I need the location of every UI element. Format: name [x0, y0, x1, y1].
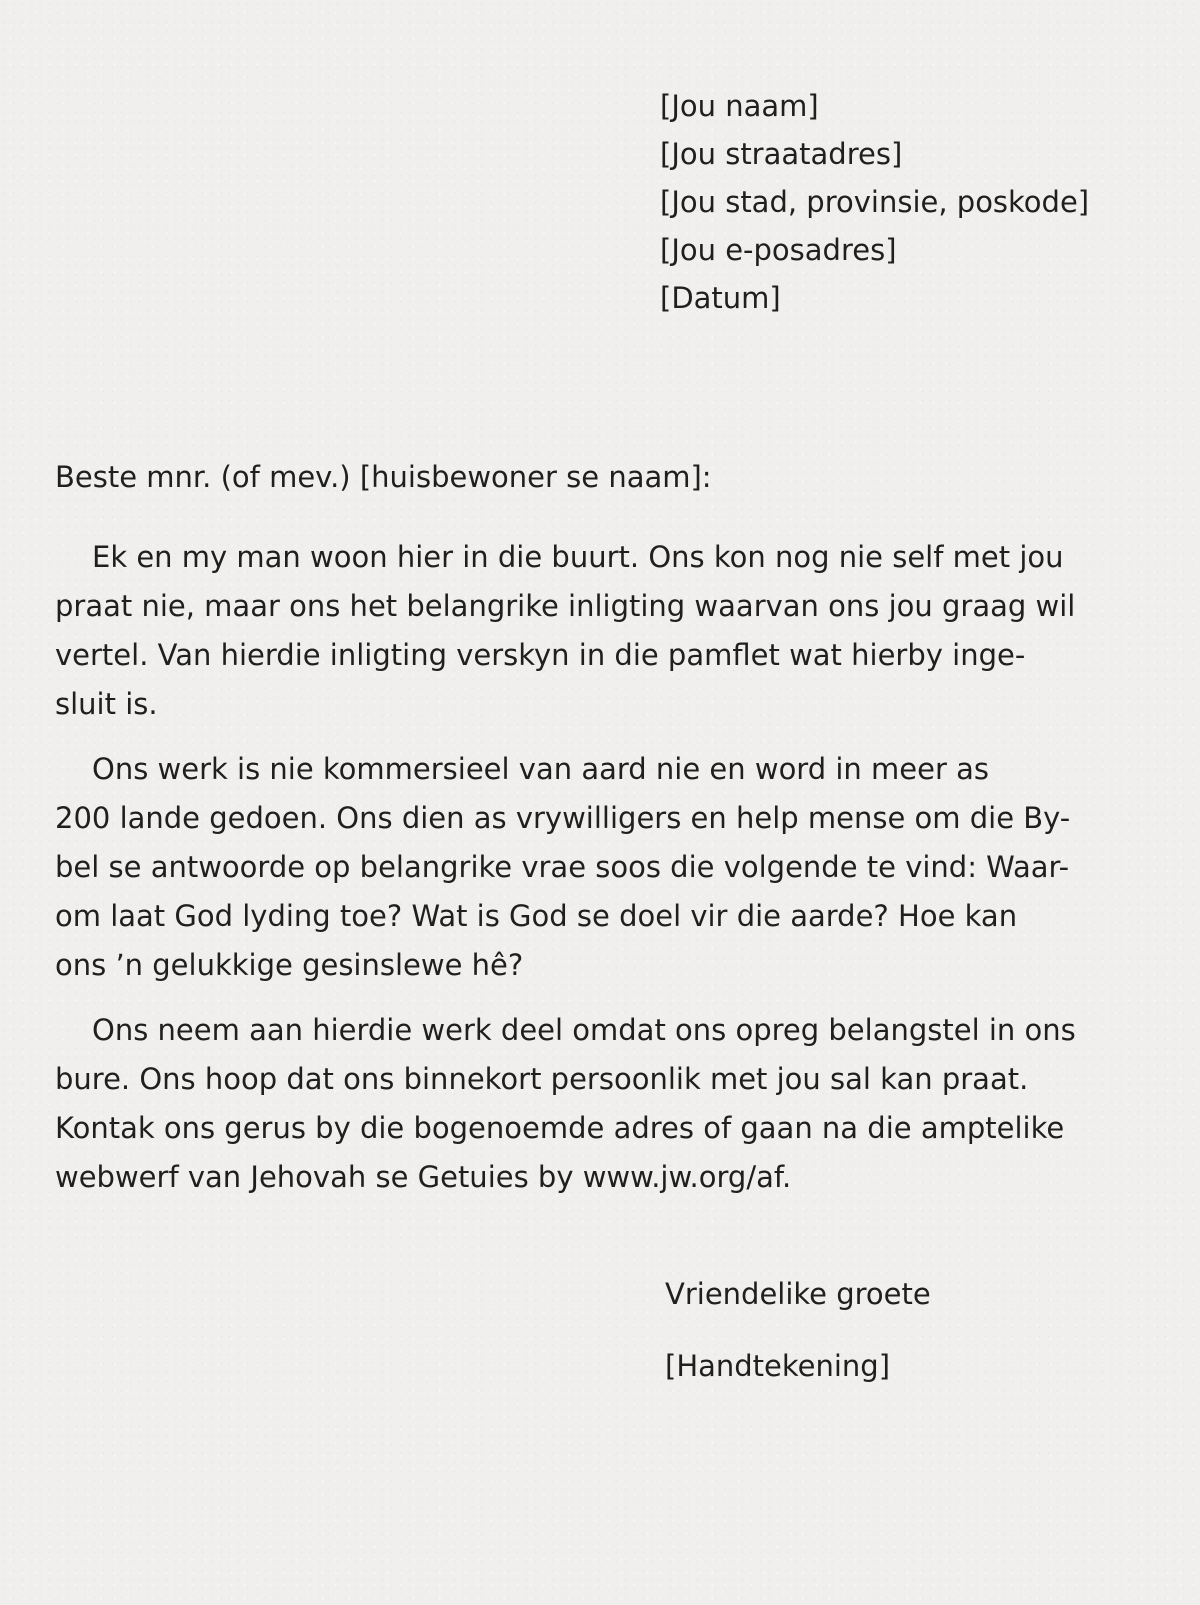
body-paragraph-1 [55, 533, 1200, 729]
body-line: praat nie, maar ons het belangrike inligting waarvan ons jou graag wil [55, 589, 1076, 623]
body-line: Ons werk is nie kommersieel van aard nie en word in meer as [92, 752, 989, 786]
body-line: bure. Ons hoop dat ons binnekort persoonlik met jou sal kan praat. [55, 1062, 1029, 1096]
body-line: 200 lande gedoen. Ons dien as vrywilligers en help mense om die By- [55, 801, 1071, 835]
sender-street-placeholder: [Jou straatadres] [660, 137, 903, 171]
closing-line: Vriendelike groete [665, 1277, 931, 1311]
body-paragraph-2 [55, 745, 1200, 990]
salutation: Beste mnr. (of mev.) [huisbewoner se naam]: [55, 460, 712, 494]
body-line: Ons neem aan hierdie werk deel omdat ons opreg belangstel in ons [92, 1013, 1076, 1047]
body-line: bel se antwoorde op belangrike vrae soos die volgende te vind: Waar- [55, 850, 1070, 884]
signature-placeholder: [Handtekening] [665, 1349, 891, 1383]
sender-name-placeholder: [Jou naam] [660, 89, 819, 123]
date-placeholder: [Datum] [660, 281, 781, 315]
body-line: vertel. Van hierdie inligting verskyn in die pamflet wat hierby inge- [55, 638, 1026, 672]
body-line: om laat God lyding toe? Wat is God se doel vir die aarde? Hoe kan [55, 899, 1018, 933]
sender-email-placeholder: [Jou e-posadres] [660, 233, 897, 267]
body-line: webwerf van Jehovah se Getuies by www.jw.org/af. [55, 1160, 792, 1194]
body-line: Ek en my man woon hier in die buurt. Ons kon nog nie self met jou [92, 540, 1064, 574]
body-paragraph-3 [55, 1006, 1200, 1202]
body-line: sluit is. [55, 687, 158, 721]
body-line: Kontak ons gerus by die bogenoemde adres of gaan na die amptelike [55, 1111, 1065, 1145]
sender-address-block [660, 82, 1200, 322]
sender-city-placeholder: [Jou stad, provinsie, poskode] [660, 185, 1090, 219]
body-line: ons ’n gelukkige gesinslewe hê? [55, 948, 524, 982]
